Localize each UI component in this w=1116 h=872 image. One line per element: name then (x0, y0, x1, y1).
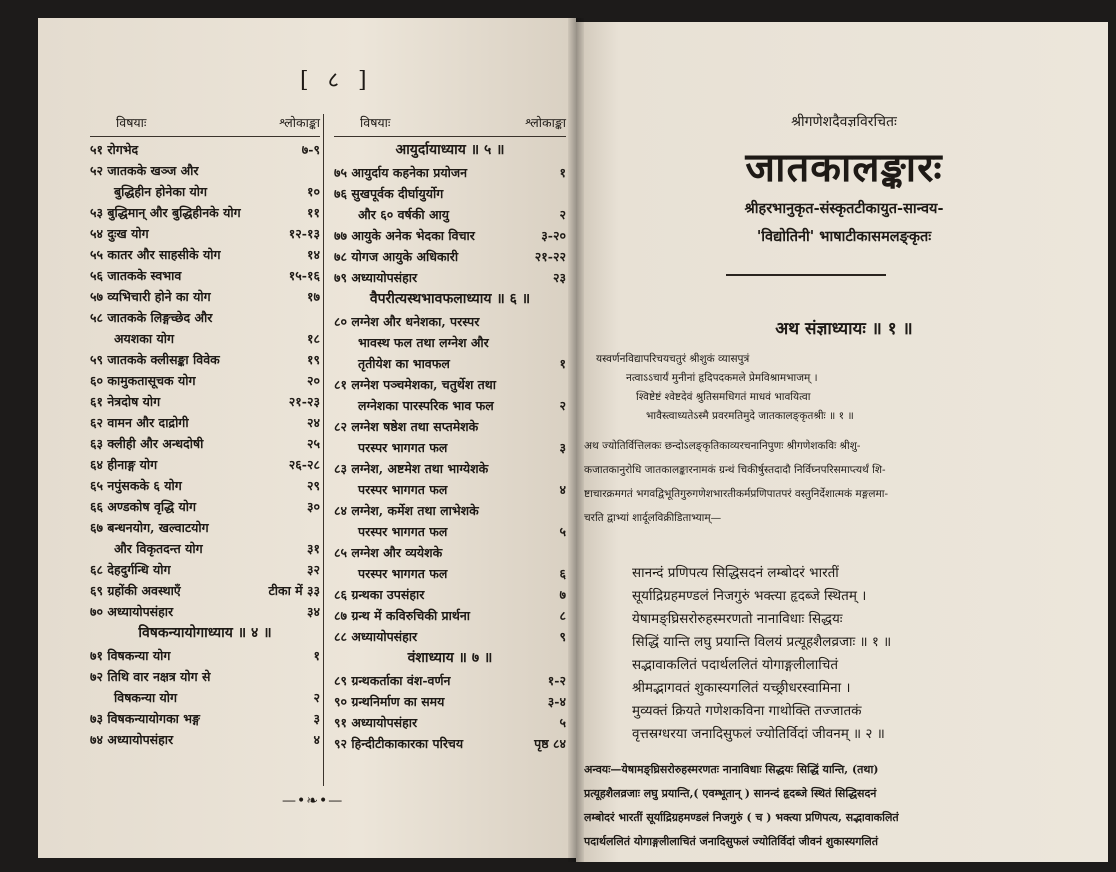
contents-entry (334, 544, 566, 561)
entry-shloka-number: १ (559, 165, 566, 180)
contents-entry (334, 439, 566, 456)
entry-title: ९० ग्रन्थनिर्माण का समय (334, 694, 445, 709)
commentary-prose (584, 434, 1104, 530)
entry-title: और विकृतदन्त योग (114, 541, 203, 556)
entry-shloka-number: १८ (306, 331, 320, 346)
verse-line: सूर्याद्रिग्रहमण्डलं निजगुरुं भक्त्या हृदब्जे स्थितम् । (632, 588, 867, 604)
entry-title: ५९ जातकके क्लीसङ्का विवेक (90, 352, 220, 367)
entry-title: ५४ दुःख योग (90, 226, 149, 241)
author-byline: श्रीगणेशदैवज्ञविरचितः (791, 114, 897, 130)
entry-title: बुद्धिहीन होनेका योग (114, 184, 208, 199)
contents-entry (334, 565, 566, 582)
contents-entry (334, 502, 566, 519)
entry-title: अयशका योग (114, 331, 175, 346)
entry-shloka-number: १ (559, 356, 566, 371)
contents-entry (334, 334, 566, 351)
contents-entry (90, 330, 320, 347)
entry-title: ७७ आयुके अनेक भेदका विचार (334, 228, 475, 243)
entry-shloka-number: ९ (559, 629, 566, 644)
entry-title: विषकन्या योग (114, 690, 178, 705)
shloka-line: भावैस्त्वाध्यतेऽस्मै प्रवरमतिमुदे जातकालङ्कृतश्रीः ॥ १ ॥ (646, 410, 854, 422)
entry-title: ६१ नेत्रदोष योग (90, 394, 161, 409)
entry-title: ८३ लग्नेश, अष्टमेश तथा भाग्येशके (334, 461, 489, 476)
entry-shloka-number: २१-२२ (534, 249, 566, 264)
entry-title: ६२ वामन और दाद्रोगी (90, 415, 189, 430)
entry-shloka-number: ७ (559, 587, 566, 602)
subject-heading: विषयाः (360, 115, 391, 130)
entry-title: ८५ लग्नेश और व्ययेशके (334, 545, 443, 560)
anvaya-line: प्रत्यूहशैलव्रजाः लघु प्रयान्ति,( एवम्भूतान् ) सानन्दं हृदब्जे स्थितं सिद्धिसदनं (584, 787, 877, 800)
entry-shloka-number: ११ (306, 205, 320, 220)
contents-entry (334, 714, 566, 731)
column-header (90, 114, 320, 137)
entry-shloka-number: पृष्ठ ८४ (534, 736, 566, 751)
book-title: जातकालङ्कारः (745, 144, 943, 191)
contents-entry (90, 267, 320, 284)
entry-shloka-number: २४ (306, 415, 320, 430)
chapter-heading: आयुर्दायाध्याय ॥ ५ ॥ (395, 142, 505, 158)
entry-shloka-number: ३-४ (547, 694, 566, 709)
shloka-line: यस्वर्णनविद्यापरिचयचतुरं श्रीशुकं व्यासपुत्रं (596, 353, 750, 365)
invocation-verses (632, 562, 1092, 746)
anvaya-text (584, 758, 1104, 854)
contents-entry (90, 668, 320, 685)
prose-line: चरति द्वाभ्यां शार्दूलविक्रीडिताभ्याम्— (584, 512, 722, 524)
entry-title: ८७ ग्रन्थ में कविरुचिकी प्रार्थना (334, 608, 471, 623)
entry-title: ५८ जातकके लिङ्गच्छेद और (90, 310, 213, 325)
contents-entry (90, 731, 320, 748)
entry-title: ६६ अण्डकोष वृद्धि योग (90, 499, 196, 514)
verse-line: श्रीमद्भागवतं शुकास्यगलितं यच्छ्रीधरस्वामिना । (632, 680, 851, 696)
entry-shloka-number: १० (306, 184, 320, 199)
entry-title: परस्पर भागगत फल (358, 440, 448, 455)
entry-title: ८२ लग्नेश षष्ठेश तथा सप्तमेशके (334, 419, 479, 434)
entry-title: ७४ अध्यायोपसंहार (90, 732, 174, 747)
entry-shloka-number: ५ (559, 524, 566, 539)
contents-entry (90, 141, 320, 158)
entry-shloka-number: ३० (306, 499, 320, 514)
anvaya-line: लम्बोदरं भारतीं सूर्याद्रिग्रहमण्डलं निजगुरुं ( च ) भक्त्या प्रणिपत्य, सद्भावाकलितं (584, 811, 899, 824)
chapter-heading: अथ संज्ञाध्यायः ॥ १ ॥ (775, 319, 913, 339)
contents-entry (90, 456, 320, 473)
entry-title: ८६ ग्रन्थका उपसंहार (334, 587, 425, 602)
column-divider (323, 114, 324, 786)
contents-entry (334, 607, 566, 624)
contents-entry (90, 225, 320, 242)
entry-title: ८९ ग्रन्थकर्ताका वंश-वर्णन (334, 673, 451, 688)
contents-entry (90, 710, 320, 727)
contents-entry (334, 397, 566, 414)
entry-title: लग्नेशका पारस्परिक भाव फल (358, 398, 494, 413)
opening-shloka (596, 350, 1096, 426)
contents-entry (90, 162, 320, 179)
contents-entry (90, 288, 320, 305)
entry-title: तृतीयेश का भावफल (358, 356, 450, 371)
contents-entry (334, 523, 566, 540)
contents-entry (334, 460, 566, 477)
entry-title: ८१ लग्नेश पञ्चमेशका, चतुर्थेश तथा (334, 377, 497, 392)
entry-title: ७० अध्यायोपसंहार (90, 604, 174, 619)
contents-entry (90, 582, 320, 599)
prose-line: अथ ज्योतिर्वित्तिलकः छन्दोऽलङ्कृतिकाव्यरचनानिपुणः श्रीगणेशकविः श्रीशु- (584, 440, 861, 452)
contents-entry (334, 248, 566, 265)
shloka-heading: श्लोकाङ्का (525, 115, 566, 130)
contents-entry (90, 204, 320, 221)
shloka-line: श्विष्टेष्टं श्वेष्टदेवं श्रुतिसमधिगतं माधवं भावयित्वा (636, 391, 811, 403)
entry-title: परस्पर भागगत फल (358, 566, 448, 581)
prose-line: कजातकानुरोधि जातकालङ्कारनामकं ग्रन्थं चिकीर्षुस्तदादौ निर्विघ्नपरिसमाप्त्यर्थं शि- (584, 464, 886, 476)
contents-entry (334, 672, 566, 689)
entry-shloka-number: २ (559, 207, 566, 222)
entry-shloka-number: ६ (559, 566, 566, 581)
entry-shloka-number: २१-२३ (288, 394, 320, 409)
contents-entry (334, 206, 566, 223)
entry-shloka-number: १५-१६ (288, 268, 320, 283)
entry-title: ८८ अध्यायोपसंहार (334, 629, 418, 644)
entry-shloka-number: २० (306, 373, 320, 388)
subtitle-line-2: 'विद्योतिनी' भाषाटीकासमलङ्कृतः (756, 228, 932, 245)
entry-shloka-number: १९ (306, 352, 320, 367)
chapter-heading: वंशाध्याय ॥ ७ ॥ (407, 650, 493, 666)
contents-entry (90, 309, 320, 326)
page-number: [ ८ ] (300, 68, 373, 93)
contents-entry (90, 477, 320, 494)
entry-title: ६५ नपुंसकके ६ योग (90, 478, 182, 493)
entry-title: ५३ बुद्धिमान् और बुद्धिहीनके योग (90, 205, 241, 220)
entry-shloka-number: २६-२८ (288, 457, 320, 472)
entry-title: ७१ विषकन्या योग (90, 648, 171, 663)
entry-shloka-number: २ (559, 398, 566, 413)
contents-entry (334, 418, 566, 435)
contents-entry (334, 355, 566, 372)
entry-shloka-number: २ (313, 690, 320, 705)
entry-title: ५२ जातकके खञ्ज और (90, 163, 199, 178)
contents-entry (90, 689, 320, 706)
entry-shloka-number: १ (313, 648, 320, 663)
entry-title: ७५ आयुर्दाय कहनेका प्रयोजन (334, 165, 468, 180)
entry-shloka-number: ३४ (306, 604, 320, 619)
entry-title: ९२ हिन्दीटीकाकारका परिचय (334, 736, 464, 751)
contents-entry (90, 603, 320, 620)
contents-entry (334, 481, 566, 498)
verse-line: येषामङ्घ्रिसरोरुहस्मरणतो नानाविधाः सिद्धयः (632, 611, 843, 627)
entry-title: परस्पर भागगत फल (358, 482, 448, 497)
entry-title: ६७ बन्धनयोग, खल्वाटयोग (90, 520, 209, 535)
contents-entry (90, 246, 320, 263)
entry-shloka-number: ८ (559, 608, 566, 623)
book-gutter (568, 18, 584, 862)
contents-entry (90, 519, 320, 536)
entry-shloka-number: ७-९ (301, 142, 320, 157)
entry-title: ९१ अध्यायोपसंहार (334, 715, 418, 730)
subject-heading: विषयाः (116, 115, 147, 130)
verse-line: सानन्दं प्रणिपत्य सिद्धिसदनं लम्बोदरं भारतीं (632, 565, 839, 581)
entry-shloka-number: ४ (559, 482, 566, 497)
entry-shloka-number: ३ (313, 711, 320, 726)
subtitle-line-1: श्रीहरभानुकृत-संस्कृतटीकायुत-सान्वय- (744, 200, 944, 217)
entry-title: भावस्थ फल तथा लग्नेश और (358, 335, 489, 350)
contents-entry (90, 372, 320, 389)
entry-title: ६८ देहदुर्गन्धि योग (90, 562, 171, 577)
contents-entry (90, 435, 320, 452)
contents-entry (334, 376, 566, 393)
contents-entry (90, 393, 320, 410)
entry-shloka-number: २९ (306, 478, 320, 493)
entry-title: और ६० वर्षकी आयु (358, 207, 449, 222)
entry-shloka-number: २५ (306, 436, 320, 451)
verse-line: वृत्तस्रग्धरया जनादिसुफलं ज्योतिर्विदां जीवनम् ॥ २ ॥ (632, 726, 885, 742)
entry-shloka-number: ५ (559, 715, 566, 730)
entry-shloka-number: १७ (306, 289, 320, 304)
contents-entry (334, 185, 566, 202)
entry-title: ५५ कातर और साहसीके योग (90, 247, 221, 262)
entry-title: ५६ जातकके स्वभाव (90, 268, 182, 283)
contents-entry (334, 164, 566, 181)
entry-title: ६९ ग्रहोंकी अवस्थाएँ (90, 583, 181, 598)
verse-line: सद्भावाकलितं पदार्थललितं योगाङ्गलीलाचितं (632, 657, 839, 673)
chapter-heading: वैपरीत्यस्थभावफलाध्याय ॥ ६ ॥ (369, 291, 531, 307)
entry-shloka-number: ३-२० (541, 228, 566, 243)
contents-entry (90, 498, 320, 515)
entry-title: ६० कामुकतासूचक योग (90, 373, 196, 388)
contents-column-a (90, 114, 320, 752)
anvaya-line: अन्वयः—येषामङ्घ्रिसरोरुहस्मरणतः नानाविधाः सिद्धयः सिद्धिं यान्ति, (तथा) (584, 763, 879, 776)
verse-line: सिद्धिं यान्ति लघु प्रयान्ति विलयं प्रत्यूहशैलव्रजाः ॥ १ ॥ (632, 634, 892, 650)
entry-shloka-number: २३ (552, 270, 566, 285)
entry-title: ७६ सुखपूर्वक दीर्घायुर्योग (334, 186, 444, 201)
contents-entry (334, 628, 566, 645)
contents-entry (334, 227, 566, 244)
title-rule (726, 274, 886, 276)
end-ornament: —•❧•— (282, 793, 344, 809)
column-header (334, 114, 566, 137)
entry-shloka-number: टीका में ३३ (268, 583, 320, 598)
anvaya-line: पदार्थललितं योगाङ्गलीलाचितं जनादिसुफलं ज्योतिर्विदां जीवनं शुकास्यगलितं (584, 835, 879, 848)
shloka-heading: श्लोकाङ्का (279, 115, 320, 130)
chapter-heading: विषकन्यायोगाध्याय ॥ ४ ॥ (138, 625, 272, 641)
entry-title: ८४ लग्नेश, कर्मेश तथा लाभेशके (334, 503, 479, 518)
entry-shloka-number: ३१ (306, 541, 320, 556)
contents-entry (90, 561, 320, 578)
contents-entry (334, 313, 566, 330)
shloka-line: नत्वाऽऽचार्यं मुनीनां हृदिपदकमले प्रेमविश्रामभाजम् । (626, 372, 818, 384)
contents-entry (334, 693, 566, 710)
contents-entry (90, 183, 320, 200)
contents-entry (334, 269, 566, 286)
entry-title: ६४ हीनाङ्ग योग (90, 457, 158, 472)
entry-shloka-number: ३ (559, 440, 566, 455)
entry-shloka-number: १-२ (547, 673, 566, 688)
contents-entry (90, 647, 320, 664)
contents-entry (90, 414, 320, 431)
entry-title: ८० लग्नेश और धनेशका, परस्पर (334, 314, 480, 329)
entry-shloka-number: ३२ (306, 562, 320, 577)
entry-title: ५१ रोगभेद (90, 142, 139, 157)
contents-entry (90, 351, 320, 368)
entry-title: ७३ विषकन्यायोगका भङ्ग (90, 711, 200, 726)
right-page-text (576, 22, 1108, 862)
entry-shloka-number: १२-१३ (288, 226, 320, 241)
entry-title: परस्पर भागगत फल (358, 524, 448, 539)
entry-title: ७९ अध्यायोपसंहार (334, 270, 418, 285)
verse-line: मुव्यक्तं क्रियते गणेशकविना गाथोक्ति तज्जातकं (632, 703, 862, 719)
entry-title: ५७ व्यभिचारी होने का योग (90, 289, 211, 304)
entry-shloka-number: ४ (313, 732, 320, 747)
contents-entry (90, 540, 320, 557)
left-page-contents (38, 18, 576, 858)
entry-shloka-number: १४ (306, 247, 320, 262)
contents-entry (334, 586, 566, 603)
contents-column-b (334, 114, 566, 756)
entry-title: ७८ योगज आयुके अधिकारी (334, 249, 459, 264)
entry-title: ६३ क्लीही और अन्धदोषी (90, 436, 204, 451)
entry-title: ७२ तिथि वार नक्षत्र योग से (90, 669, 211, 684)
contents-entry (334, 735, 566, 752)
prose-line: ष्टाचारक्रमगतं भगवद्विभूतिगुरुगणेशभारतीकर्मप्रणिपातपरं वस्तुनिर्देशात्मकं मङ्गलमा- (584, 488, 889, 500)
